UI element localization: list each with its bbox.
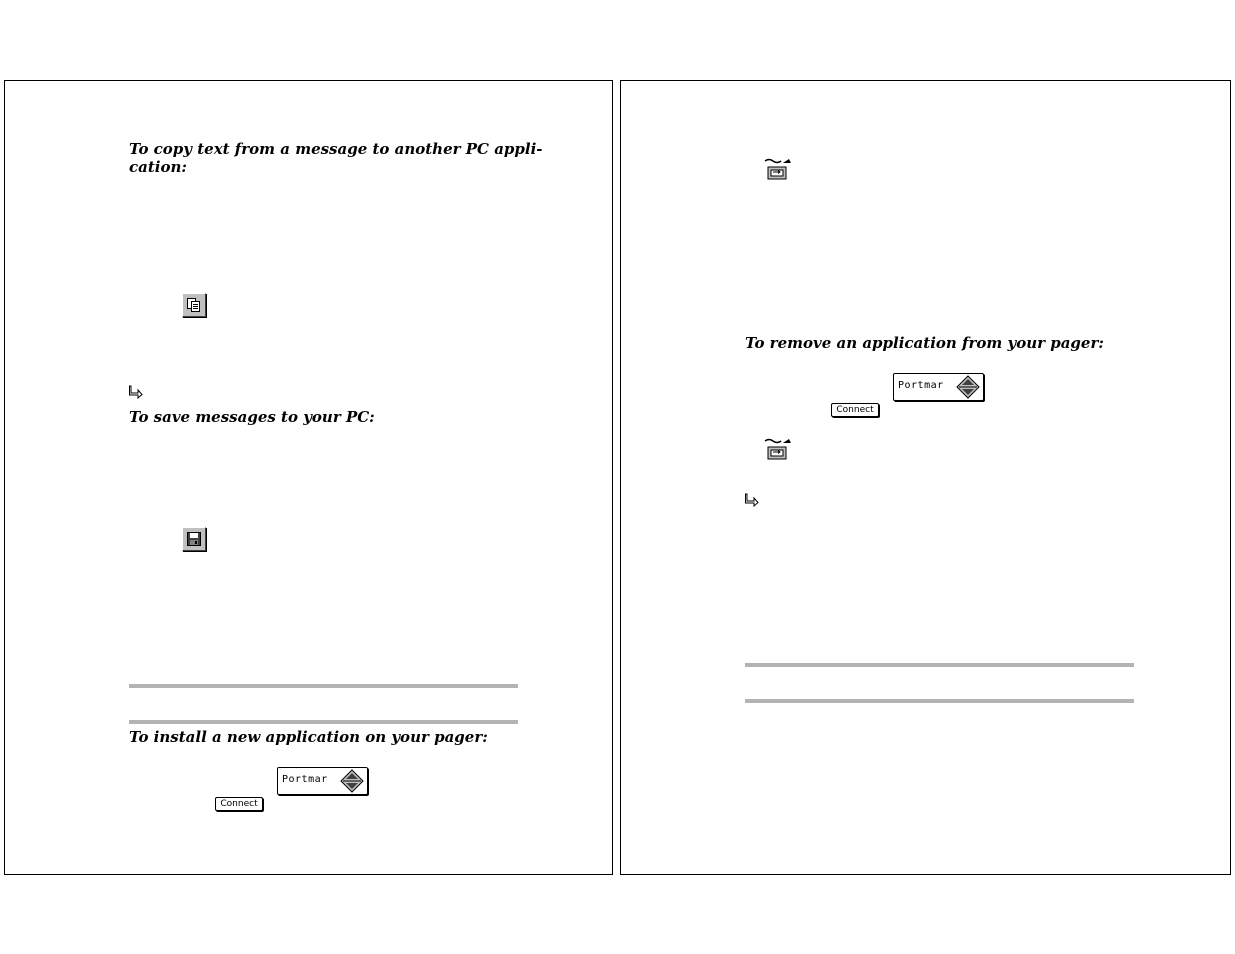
copy-button[interactable] [182,293,206,317]
connect-button[interactable]: Connect [215,797,263,811]
copy-icon [186,297,202,313]
heading-install-application: To install a new application on your pager: [129,728,488,746]
up-down-arrows-icon[interactable] [956,375,980,399]
floppy-disk-icon [186,531,202,547]
up-down-arrows-icon[interactable] [340,769,364,793]
pager-transfer-icon [763,157,793,183]
heading-copy-text [129,140,543,176]
pager-type-selector[interactable] [893,373,984,401]
pager-type-label: Portmar [898,380,944,391]
section-divider-top [129,684,518,688]
section-divider-bottom [745,699,1134,703]
right-page [620,80,1231,875]
save-button[interactable] [182,527,206,551]
pager-type-label: Portmar [282,774,328,785]
connect-button[interactable]: Connect [831,403,879,417]
note-arrow-icon [129,385,143,399]
heading-copy-line-2: cation: [129,158,187,176]
pager-type-selector[interactable] [277,767,368,795]
section-divider-bottom [129,720,518,724]
heading-remove-application: To remove an application from your pager: [745,334,1104,352]
section-divider-top [745,663,1134,667]
pager-transfer-icon [763,437,793,463]
note-arrow-icon [745,493,759,507]
left-page [4,80,613,875]
heading-save-messages: To save messages to your PC: [129,408,375,426]
heading-copy-line-1: To copy text from a message to another PC appli- [129,140,543,158]
